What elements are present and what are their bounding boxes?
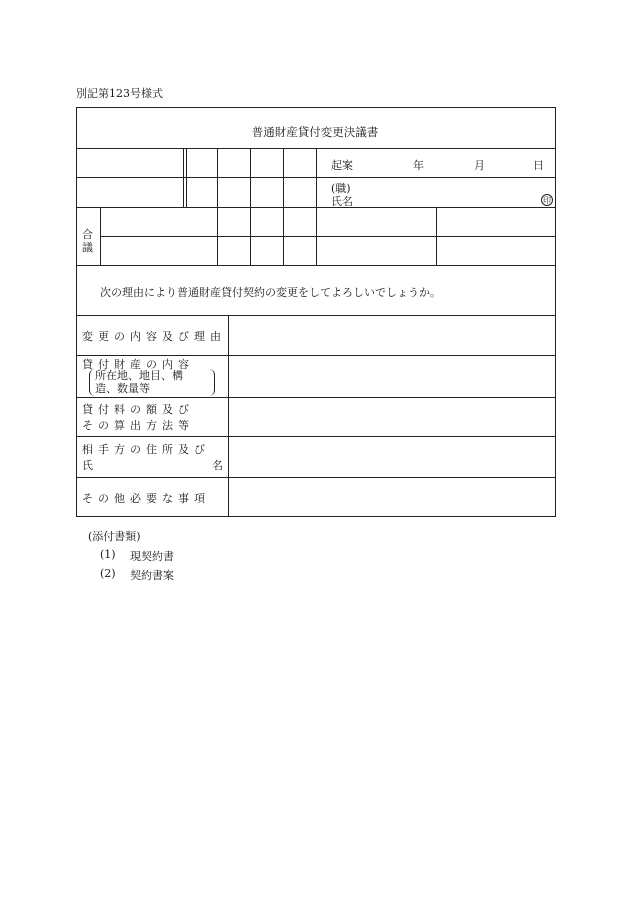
seal-mark: 印 xyxy=(543,196,551,205)
row-property-label: 貸付財産の内容 xyxy=(82,358,194,371)
rule-h6 xyxy=(76,315,556,316)
row-property-note xyxy=(95,369,213,395)
row-fee-label-1: 貸付料の額及び xyxy=(82,403,194,416)
rule-v-b xyxy=(186,148,187,207)
rule-h4 xyxy=(100,236,556,237)
rule-v-label xyxy=(228,315,229,517)
shoku-label: (職) xyxy=(331,182,351,195)
rule-v-f xyxy=(316,148,317,265)
rule-v-d xyxy=(250,148,251,265)
rule-v-g xyxy=(436,207,437,265)
attachment-1-num: (1) xyxy=(100,548,116,561)
form-number: 別記第123号様式 xyxy=(76,87,163,100)
row-fee-label-2: その算出方法等 xyxy=(82,419,194,432)
rule-h5 xyxy=(76,265,556,266)
row-party-label-2b: 名 xyxy=(212,459,223,472)
form-title: 普通財産貸付変更決議書 xyxy=(251,125,379,139)
rule-v-gougi xyxy=(100,207,101,265)
rule-v-a xyxy=(183,148,184,207)
row-party-label-1: 相手方の住所及び xyxy=(82,443,210,456)
question-text: 次の理由により普通財産貸付契約の変更をしてよろしいでしょうか。 xyxy=(100,286,441,299)
attachment-2-num: (2) xyxy=(100,567,116,580)
day-label: 日 xyxy=(533,159,544,172)
property-note-line1: 所在地、地目、構 xyxy=(95,369,183,382)
row-other-label: その他必要な事項 xyxy=(82,492,210,505)
rule-v-e xyxy=(283,148,284,265)
rule-h10 xyxy=(76,477,556,478)
row-party-label-2a: 氏 xyxy=(82,459,93,472)
rule-h9 xyxy=(76,436,556,437)
attachment-1-label: 現契約書 xyxy=(130,550,174,563)
rule-v-c xyxy=(217,148,218,265)
rule-h8 xyxy=(76,397,556,398)
row-change-label: 変更の内容及び理由 xyxy=(82,330,226,343)
kian-label: 起案 xyxy=(331,159,353,172)
shimei-label: 氏名 xyxy=(331,195,353,208)
gougi-char-1: 合 xyxy=(82,228,93,241)
gougi-char-2: 議 xyxy=(82,241,93,254)
attachments-heading: (添付書類) xyxy=(88,530,141,543)
month-label: 月 xyxy=(474,159,485,172)
year-label: 年 xyxy=(413,159,424,172)
attachment-2-label: 契約書案 xyxy=(130,569,174,582)
property-note-line2: 造、数量等 xyxy=(95,382,150,395)
